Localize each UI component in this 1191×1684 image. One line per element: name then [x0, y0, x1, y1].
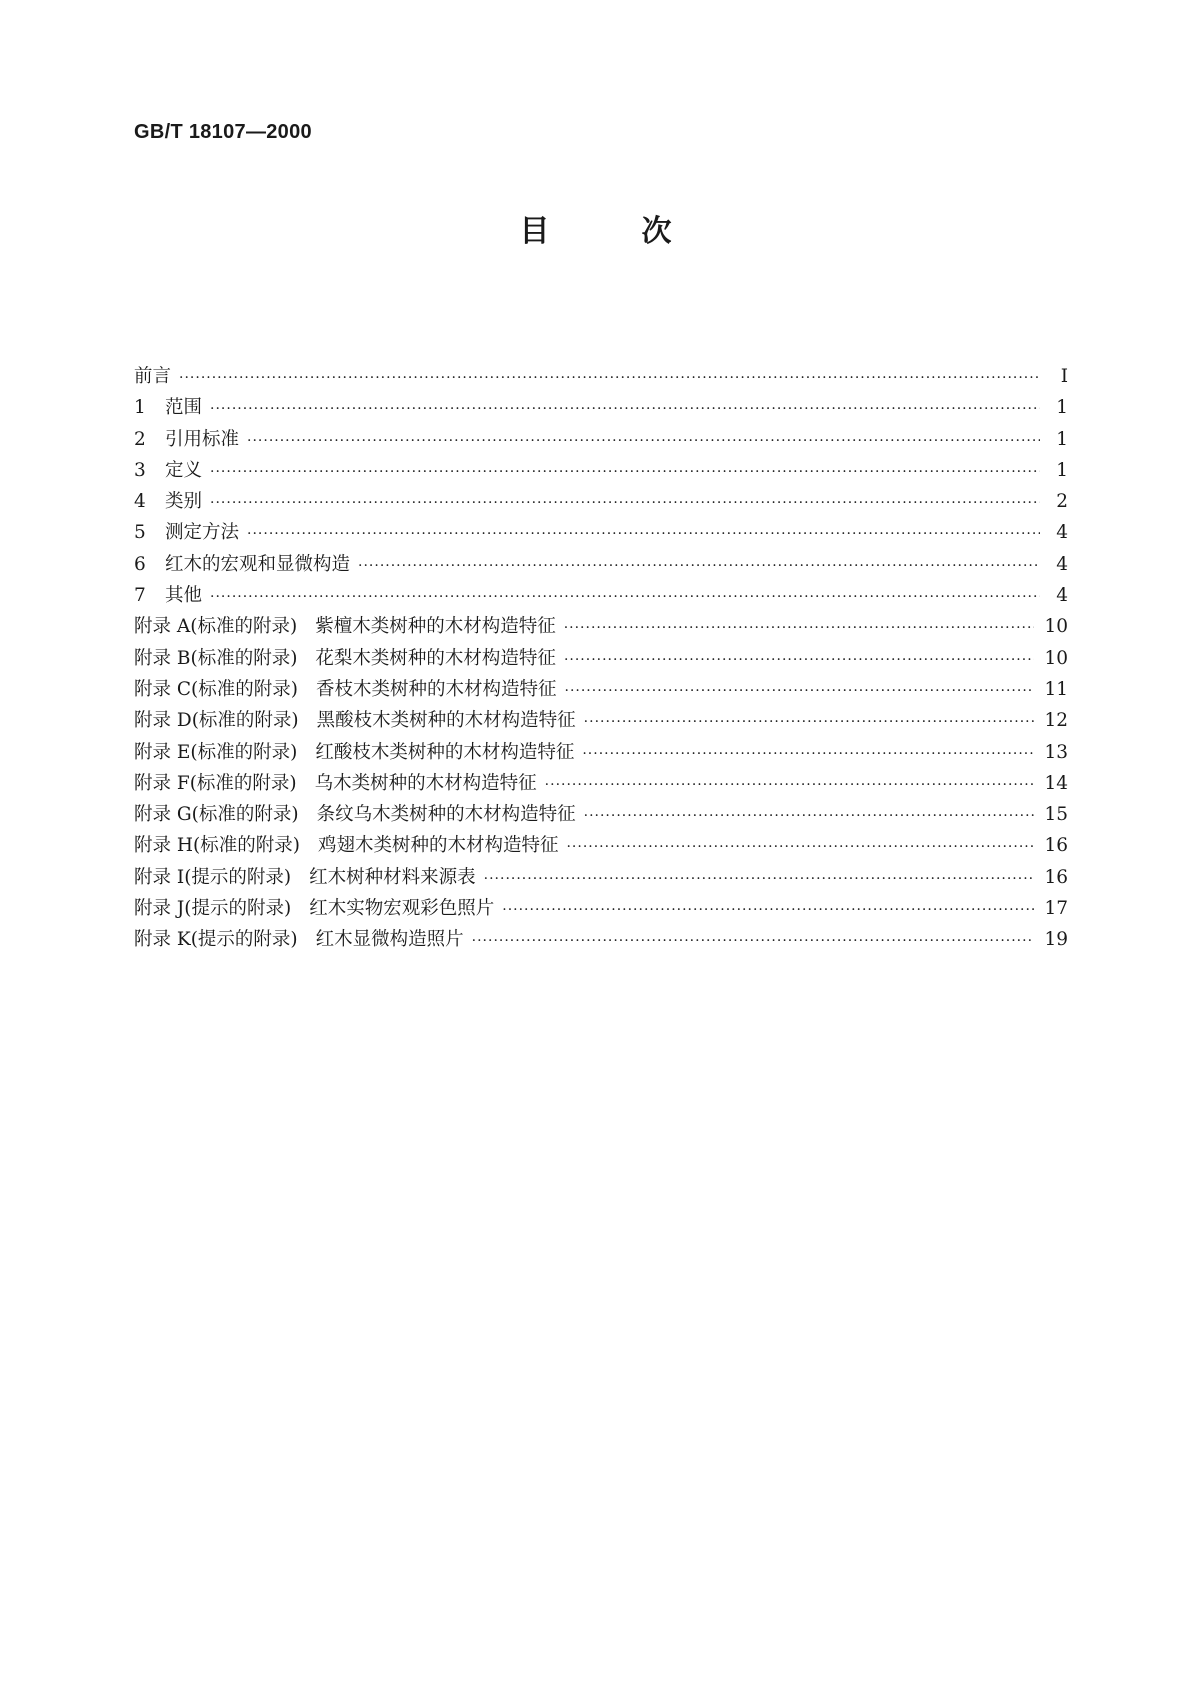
- toc-entry-title: 其他: [165, 585, 203, 607]
- toc-entry-page-number: 10: [1044, 647, 1068, 669]
- toc-dot-leader: [564, 613, 1035, 644]
- toc-entry-number: 4: [134, 491, 146, 513]
- toc-entry[interactable]: [134, 924, 1068, 955]
- toc-dot-leader: [502, 895, 1034, 926]
- toc-entry-title: 类别: [165, 491, 203, 513]
- toc-entry-label: [134, 768, 537, 799]
- toc-entry-annex-tag: 附录 E(标准的附录): [134, 741, 298, 763]
- toc-entry-number: 3: [134, 459, 146, 481]
- toc-entry[interactable]: [134, 862, 1068, 893]
- toc-entry-page-number: 1: [1056, 397, 1068, 419]
- toc-entry-annex-tag: 附录 B(标准的附录): [134, 647, 298, 669]
- toc-entry-title: 香枝木类树种的木材构造特征: [315, 678, 557, 700]
- toc-entry-title: 条纹乌木类树种的木材构造特征: [316, 804, 576, 826]
- toc-entry[interactable]: [134, 674, 1068, 705]
- toc-dot-leader: [545, 770, 1035, 801]
- toc-entry-title: 花梨木类树种的木材构造特征: [315, 647, 556, 669]
- toc-entry[interactable]: [134, 799, 1068, 830]
- toc-entry-title: 前言: [134, 366, 172, 387]
- toc-entry-label: [134, 361, 171, 392]
- toc-entry-title: 乌木类树种的木材构造特征: [314, 772, 537, 794]
- toc-entry-page-number: 4: [1056, 522, 1068, 544]
- toc-entry-title: 红酸枝木类树种的木材构造特征: [315, 741, 575, 763]
- toc-entry-label: [165, 549, 350, 580]
- toc-entry-page-number: 1: [1056, 428, 1068, 450]
- toc-entry-annex-tag: 附录 G(标准的附录): [134, 804, 299, 826]
- toc-entry[interactable]: [134, 424, 1068, 455]
- toc-entry-label: [165, 517, 239, 548]
- toc-entry-number: 6: [134, 553, 146, 575]
- toc-entry-number: 1: [134, 397, 146, 419]
- toc-entry-page-number: I: [1060, 366, 1068, 387]
- toc-entry-page-number: 15: [1044, 804, 1068, 826]
- toc-entry[interactable]: [134, 549, 1068, 580]
- toc-entry-annex-tag: 附录 F(标准的附录): [134, 772, 297, 794]
- toc-entry-label: [134, 893, 494, 924]
- toc-entry-label: [165, 486, 202, 517]
- toc-entry-annex-tag: 附录 C(标准的附录): [134, 678, 298, 700]
- toc-entry[interactable]: [134, 517, 1068, 548]
- toc-dot-leader: [472, 926, 1035, 957]
- toc-entry-label: [134, 737, 574, 768]
- toc-entry[interactable]: [134, 486, 1068, 517]
- toc-entry-title: 测定方法: [165, 522, 240, 544]
- toc-dot-leader: [584, 801, 1035, 832]
- toc-entry-page-number: 16: [1044, 835, 1068, 857]
- toc-entry-title: 紫檀木类树种的木材构造特征: [315, 616, 556, 638]
- document-id: GB/T 18107—2000: [134, 121, 312, 143]
- toc-entry-label: [134, 830, 558, 861]
- toc-entry-title: 范围: [165, 397, 203, 419]
- toc-entry-page-number: 14: [1044, 772, 1068, 794]
- toc-entry-annex-tag: 附录 K(提示的附录): [134, 929, 298, 951]
- toc-entry-title: 红木显微构造照片: [315, 929, 464, 951]
- toc-entry-page-number: 17: [1044, 898, 1068, 920]
- toc-entry[interactable]: [134, 768, 1068, 799]
- toc-entry-label: [134, 924, 464, 955]
- toc-dot-leader: [358, 551, 1040, 582]
- toc-entry-label: [134, 643, 556, 674]
- toc-entry-page-number: 1: [1056, 459, 1068, 481]
- toc-entry-label: [165, 392, 202, 423]
- toc-entry-title: 引用标准: [165, 428, 240, 450]
- toc-entry-page-number: 4: [1056, 553, 1068, 575]
- toc-entry-label: [134, 862, 476, 893]
- toc-entry[interactable]: [134, 392, 1068, 423]
- toc-entry-title: 定义: [165, 459, 203, 481]
- toc-dot-leader: [584, 707, 1035, 738]
- toc-dot-leader: [582, 739, 1034, 770]
- toc-entry-annex-tag: 附录 D(标准的附录): [134, 710, 299, 732]
- toc-entry-number: 5: [134, 522, 146, 544]
- toc-entry-number: 7: [134, 585, 146, 607]
- toc-dot-leader: [210, 457, 1040, 488]
- toc-entry-annex-tag: 附录 I(提示的附录): [134, 866, 292, 888]
- toc-entry-annex-tag: 附录 J(提示的附录): [134, 898, 292, 920]
- toc-dot-leader: [565, 676, 1035, 707]
- toc-entry-title: 红木实物宏观彩色照片: [309, 898, 495, 920]
- toc-entry-title: 红木的宏观和显微构造: [165, 553, 351, 575]
- toc-entry-label: [165, 455, 202, 486]
- toc-entry-label: [165, 424, 239, 455]
- toc-entry-number: 2: [134, 428, 146, 450]
- toc-dot-leader: [566, 832, 1034, 863]
- toc-entry-label: [134, 799, 576, 830]
- toc-dot-leader: [564, 645, 1035, 676]
- toc-entry-annex-tag: 附录 H(标准的附录): [134, 835, 300, 857]
- toc-dot-leader: [210, 582, 1040, 613]
- toc-dot-leader: [484, 864, 1035, 895]
- toc-entry-title: 鸡翅木类树种的木材构造特征: [317, 835, 559, 857]
- page-title-char-2: 次: [641, 214, 672, 249]
- toc-dot-leader: [179, 363, 1040, 394]
- toc-entry-label: [134, 705, 576, 736]
- toc-entry[interactable]: [134, 893, 1068, 924]
- toc-dot-leader: [247, 519, 1040, 550]
- toc-entry[interactable]: [134, 361, 1068, 392]
- toc-entry-page-number: 19: [1044, 929, 1068, 951]
- toc-entry-page-number: 13: [1044, 741, 1068, 763]
- toc-entry[interactable]: [134, 580, 1068, 611]
- toc-entry[interactable]: [134, 830, 1068, 861]
- toc-entry[interactable]: [134, 737, 1068, 768]
- toc-entry[interactable]: [134, 611, 1068, 642]
- toc-dot-leader: [247, 426, 1040, 457]
- toc-dot-leader: [210, 394, 1040, 425]
- page-title-char-1: 目: [519, 214, 550, 249]
- toc-entry-label: [165, 580, 202, 611]
- table-of-contents: [134, 361, 1068, 956]
- toc-entry[interactable]: [134, 705, 1068, 736]
- toc-entry-annex-tag: 附录 A(标准的附录): [134, 616, 298, 638]
- toc-entry-title: 红木树种材料来源表: [309, 866, 476, 888]
- toc-dot-leader: [210, 488, 1040, 519]
- toc-entry-page-number: 4: [1056, 585, 1068, 607]
- toc-entry-page-number: 10: [1044, 616, 1068, 638]
- toc-entry[interactable]: [134, 455, 1068, 486]
- toc-entry-page-number: 16: [1044, 866, 1068, 888]
- toc-entry-page-number: 2: [1056, 491, 1068, 513]
- toc-entry-title: 黑酸枝木类树种的木材构造特征: [316, 710, 576, 732]
- toc-entry[interactable]: [134, 643, 1068, 674]
- toc-entry-page-number: 12: [1044, 710, 1068, 732]
- page-title: [0, 214, 1191, 250]
- toc-entry-page-number: 11: [1044, 678, 1068, 700]
- toc-entry-label: [134, 611, 556, 642]
- toc-entry-label: [134, 674, 557, 705]
